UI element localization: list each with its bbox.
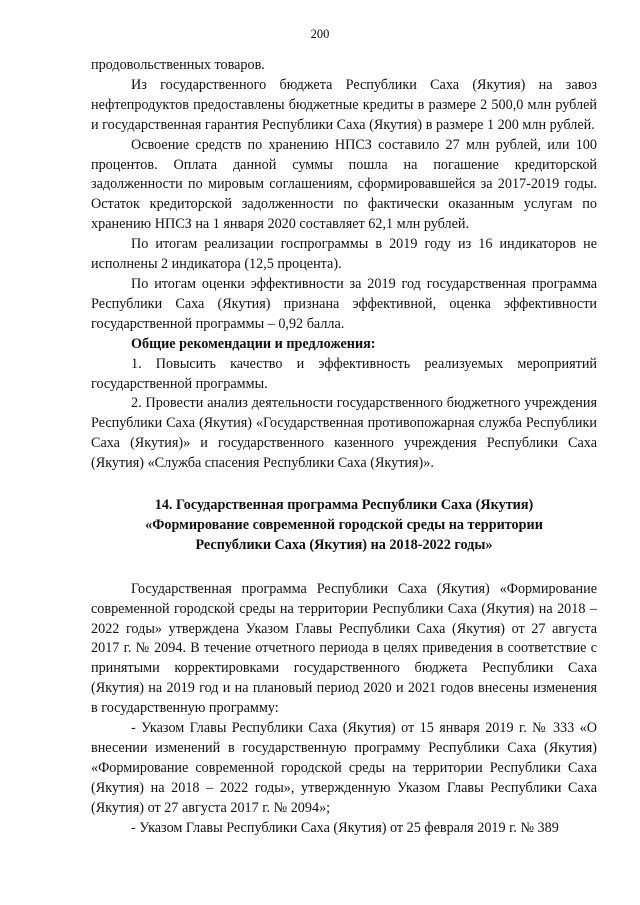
section-heading-line: «Формирование современной городской среды на территории: [145, 516, 543, 533]
paragraph: продовольственных товаров.: [91, 57, 265, 73]
paragraph: Освоение средств по хранению НПСЗ составило 27 млн рублей, или 100 процентов. Оплата данной суммы пошла на погашение кредиторской задолженности по мировым соглашениям, сформировавшейся за 2017-2019 годы. Остаток кредиторской задолженности по фактически оказанным услугам по хранению НПСЗ на 1 января 2020 составляет 62,1 млн рублей.: [91, 136, 597, 233]
list-item: - Указом Главы Республики Саха (Якутия) от 15 января 2019 г. № 333 «О внесении изменений в государственную программу Республики Саха (Якутия) «Формирование современной городской среды на территории Республики Саха (Якутия) на 2018 – 2022 годы», утвержденную Указом Главы Республики Саха (Якутия) от 27 августа 2017 г. № 2094»;: [91, 720, 597, 816]
recommendation-item: 2. Провести анализ деятельности государственного бюджетного учреждения Республики Саха (Якутия) «Государственная противопожарная служба Республики Саха (Якутия)» и государственного казенного учреждения Республики Саха (Якутия) «Служба спасения Республики Саха (Якутия)».: [91, 395, 597, 472]
paragraph: Государственная программа Республики Саха (Якутия) «Формирование современной городской среды на территории Республики Саха (Якутия) на 2018 – 2022 годы» утверждена Указом Главы Республики Саха (Якутия) от 27 августа 2017 г. № 2094. В течение отчетного периода в целях приведения в соответствие с принятыми корректировками государственного бюджета Республики Саха (Якутия) на 2019 год и на плановый период 2020 и 2021 годов внесены изменения в государственную программу:: [91, 580, 597, 717]
paragraph: По итогам реализации госпрограммы в 2019 году из 16 индикаторов не исполнены 2 индикатора (12,5 процента).: [91, 236, 597, 273]
document-body: [91, 56, 597, 839]
recommendations-heading: Общие рекомендации и предложения:: [131, 335, 376, 352]
paragraph: Из государственного бюджета Республики Саха (Якутия) на завоз нефтепродуктов предоставлены бюджетные кредиты в размере 2 500,0 млн рублей и государственная гарантия Республики Саха (Якутия) в размере 1 200 млн рублей.: [91, 76, 597, 133]
section-heading-line: Республики Саха (Якутия) на 2018-2022 годы»: [195, 536, 493, 553]
list-item: - Указом Главы Республики Саха (Якутия) от 25 февраля 2019 г. № 389: [131, 819, 559, 836]
section-heading: [91, 496, 597, 556]
section-heading-line: 14. Государственная программа Республики Саха (Якутия): [154, 497, 534, 514]
page-number: 200: [310, 27, 330, 41]
recommendation-item: 1. Повысить качество и эффективность реализуемых мероприятий государственной программы.: [91, 355, 597, 392]
paragraph: По итогам оценки эффективности за 2019 год государственная программа Республики Саха (Якутия) признана эффективной, оценка эффективности государственной программы – 0,92 балла.: [91, 275, 597, 332]
